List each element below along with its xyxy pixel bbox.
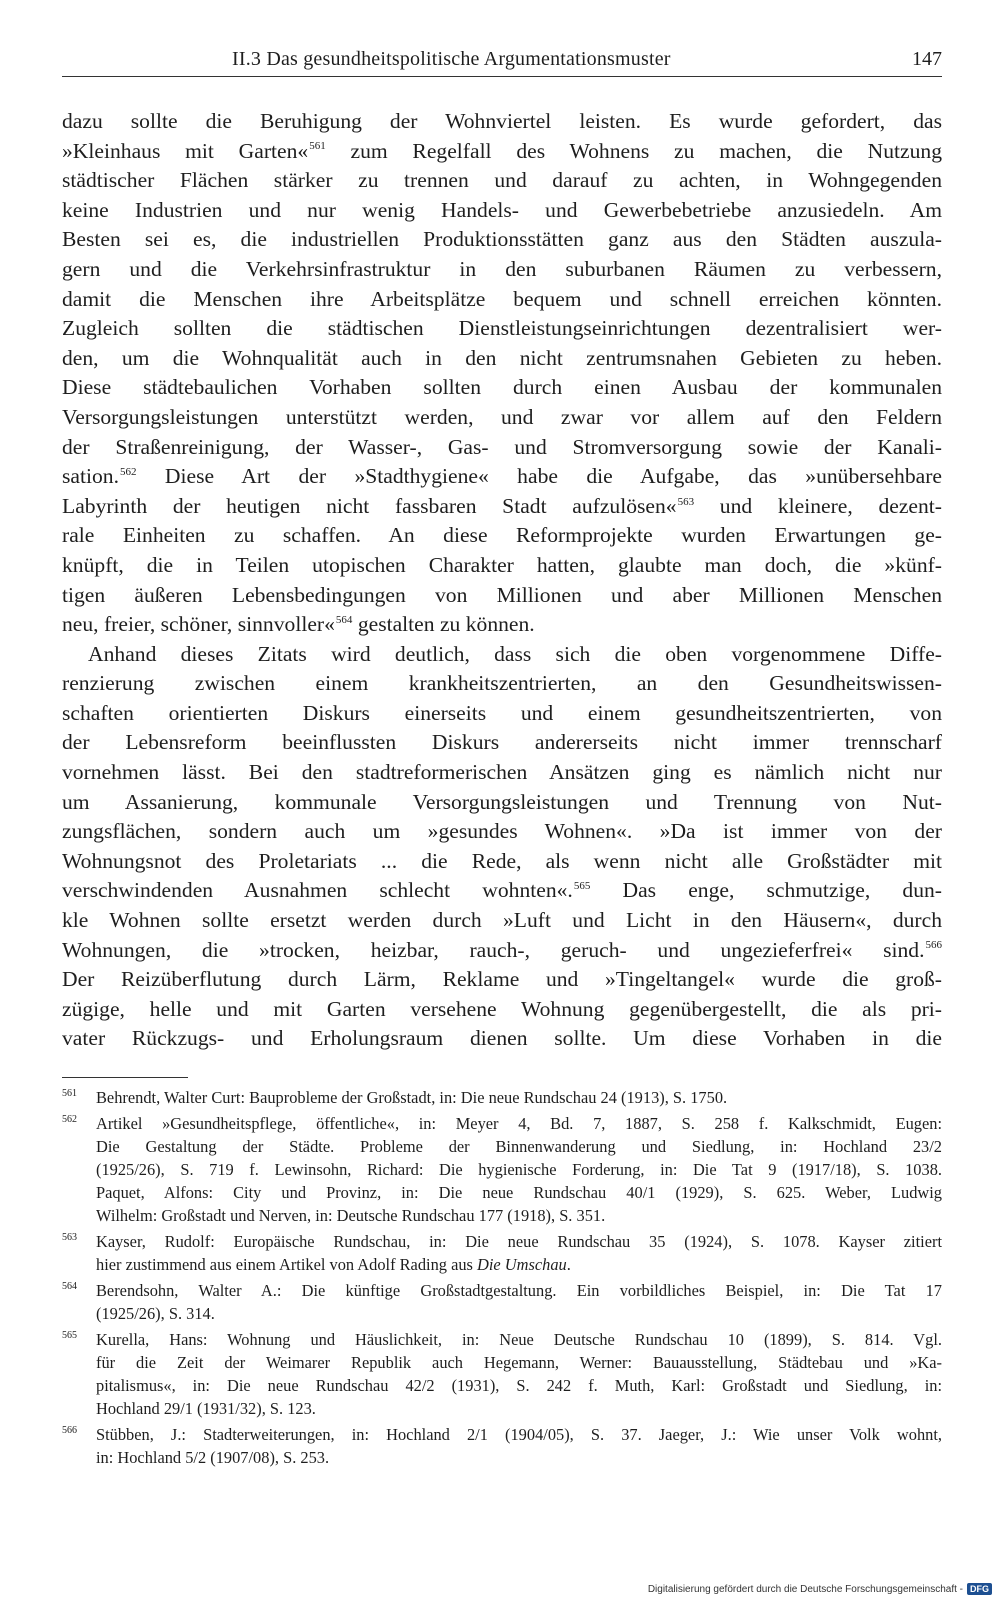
body-line: den, um die Wohnqualität auch in den nicht zentrumsnahen Gebieten zu heben. bbox=[62, 345, 942, 370]
footnote-number: 565 bbox=[62, 1330, 77, 1341]
footnote-separator bbox=[62, 1077, 188, 1078]
body-line: zügige, helle und mit Garten versehene Wohnung gegenübergestellt, die als pri- bbox=[62, 996, 942, 1021]
footnote-line: (1925/26), S. 719 f. Lewinsohn, Richard: Die hygienische Forderung, in: Die Tat 9 (1917/18), S. 1038. bbox=[96, 1160, 942, 1179]
dfg-logo: DFG bbox=[967, 1583, 992, 1595]
body-line: damit die Menschen ihre Arbeitsplätze bequem und schnell erreichen könnten. bbox=[62, 286, 942, 311]
body-line: Zugleich sollten die städtischen Dienstleistungseinrichtungen dezentralisiert wer- bbox=[62, 316, 942, 341]
body-line: sation.$^{562}$ Diese Art der »Stadthygiene« habe die Aufgabe, das »unübersehbare bbox=[62, 464, 942, 489]
footnote-line: Berendsohn, Walter A.: Die künftige Großstadtgestaltung. Ein vorbildliches Beispiel, in: Die Tat 17 bbox=[96, 1281, 942, 1300]
footnote-number: 561 bbox=[62, 1088, 77, 1099]
body-line: schaften orientierten Diskurs einerseits und einem gesundheitszentrierten, von bbox=[62, 700, 942, 725]
footnote-line: Kayser, Rudolf: Europäische Rundschau, in: Die neue Rundschau 35 (1924), S. 1078. Kayser zitiert bbox=[96, 1232, 942, 1251]
body-line: Diese städtebaulichen Vorhaben sollten durch einen Ausbau der kommunalen bbox=[62, 375, 942, 400]
footnote-line: Die Gestaltung der Städte. Probleme der Binnenwanderung und Siedlung, in: Hochland 23/2 bbox=[96, 1137, 942, 1156]
body-text bbox=[62, 107, 942, 1054]
body-line: neu, freier, schöner, sinnvoller«$^{564}$ gestalten zu können. bbox=[62, 612, 535, 637]
body-line: gern und die Verkehrsinfrastruktur in den suburbanen Räumen zu verbessern, bbox=[62, 256, 942, 281]
body-line: Wohnungen, die »trocken, heizbar, rauch-, geruch- und ungezieferfrei« sind.$^{566}$ bbox=[62, 937, 942, 962]
digitization-credit bbox=[648, 1583, 992, 1595]
body-line: zungsflächen, sondern auch um »gesundes Wohnen«. »Da ist immer von der bbox=[62, 819, 942, 844]
footnote-line: Hochland 29/1 (1931/32), S. 123. bbox=[96, 1399, 316, 1418]
footnote-number: 563 bbox=[62, 1232, 77, 1243]
body-line: renzierung zwischen einem krankheitszentrierten, an den Gesundheitswissen- bbox=[62, 671, 942, 696]
body-line: verschwindenden Ausnahmen schlecht wohnten«.$^{565}$ Das enge, schmutzige, dun- bbox=[62, 878, 942, 903]
footnotes bbox=[62, 1086, 942, 1472]
journal-title: Die Umschau bbox=[477, 1255, 567, 1274]
body-line: kle Wohnen sollte ersetzt werden durch »Luft und Licht in den Häusern«, durch bbox=[62, 908, 942, 933]
footnote-line: in: Hochland 5/2 (1907/08), S. 253. bbox=[96, 1448, 330, 1467]
body-line: rale Einheiten zu schaffen. An diese Reformprojekte wurden Erwartungen ge- bbox=[62, 523, 942, 548]
footnote bbox=[62, 1112, 942, 1227]
body-line: »Kleinhaus mit Garten«$^{561}$ zum Regelfall des Wohnens zu machen, die Nutzung bbox=[62, 138, 942, 163]
footnote-ref: 565 bbox=[573, 880, 591, 893]
body-line: der Straßenreinigung, der Wasser-, Gas- und Stromversorgung sowie der Kanali- bbox=[62, 434, 942, 459]
footnote bbox=[62, 1086, 942, 1109]
body-line: vater Rückzugs- und Erholungsraum dienen sollte. Um diese Vorhaben in die bbox=[62, 1026, 942, 1051]
body-line: der Lebensreform beeinflussten Diskurs andererseits nicht immer trennscharf bbox=[62, 730, 942, 755]
footnote-number: 566 bbox=[62, 1425, 77, 1436]
body-line: um Assanierung, kommunale Versorgungsleistungen und Trennung von Nut- bbox=[62, 789, 942, 814]
body-line: vornehmen lässt. Bei den stadtreformerischen Ansätzen ging es nämlich nicht nur bbox=[62, 760, 942, 785]
footnote-number: 562 bbox=[62, 1114, 77, 1125]
footnote-line: (1925/26), S. 314. bbox=[96, 1304, 215, 1323]
body-line: Wohnungsnot des Proletariats ... die Rede, als wenn nicht alle Großstädter mit bbox=[62, 848, 942, 873]
footnote bbox=[62, 1279, 942, 1325]
body-line: Labyrinth der heutigen nicht fassbaren Stadt aufzulösen«$^{563}$ und kleinere, dezent- bbox=[62, 493, 942, 518]
body-line: Anhand dieses Zitats wird deutlich, dass sich die oben vorgenommene Diffe- bbox=[88, 641, 942, 666]
footnote-line: Paquet, Alfons: City und Provinz, in: Die neue Rundschau 40/1 (1929), S. 625. Weber, Ludwig bbox=[96, 1183, 942, 1202]
body-line: knüpft, die in Teilen utopischen Charakter hatten, glaubte man doch, die »künf- bbox=[62, 552, 942, 577]
footnote bbox=[62, 1230, 942, 1276]
footnote-line: Wilhelm: Großstadt und Nerven, in: Deutsche Rundschau 177 (1918), S. 351. bbox=[96, 1206, 606, 1225]
body-line: Versorgungsleistungen unterstützt werden, und zwar vor allem auf den Feldern bbox=[62, 404, 942, 429]
footnote-line: Artikel »Gesundheitspflege, öffentliche«, in: Meyer 4, Bd. 7, 1887, S. 258 f. Kalkschmidt, Eugen: bbox=[96, 1114, 942, 1133]
footnote-ref: 563 bbox=[677, 495, 695, 508]
footnote-line: hier zustimmend aus einem Artikel von Adolf Rading aus Die Umschau. bbox=[96, 1255, 571, 1274]
running-title: II.3 Das gesundheitspolitische Argumentationsmuster bbox=[232, 48, 671, 70]
page-number: 147 bbox=[912, 48, 942, 70]
body-line: Der Reizüberflutung durch Lärm, Reklame und »Tingeltangel« wurde die groß- bbox=[62, 967, 942, 992]
footnote-ref: 564 bbox=[335, 613, 353, 626]
footnote-ref: 562 bbox=[119, 465, 137, 478]
footnote-line: Kurella, Hans: Wohnung und Häuslichkeit, in: Neue Deutsche Rundschau 10 (1899), S. 814. Vgl. bbox=[96, 1330, 942, 1349]
body-line: dazu sollte die Beruhigung der Wohnviertel leisten. Es wurde gefordert, das bbox=[62, 109, 942, 133]
footnote-line: Stübben, J.: Stadterweiterungen, in: Hochland 2/1 (1904/05), S. 37. Jaeger, J.: Wie unser Volk wohnt, bbox=[96, 1425, 942, 1444]
footnote-number: 564 bbox=[62, 1281, 77, 1292]
footnote-line: pitalismus«, in: Die neue Rundschau 42/2 (1931), S. 242 f. Muth, Karl: Großstadt und Siedlung, in: bbox=[96, 1376, 942, 1395]
body-line: tigen äußeren Lebensbedingungen von Millionen und aber Millionen Menschen bbox=[62, 582, 942, 607]
footnote bbox=[62, 1328, 942, 1420]
footnote-line: Behrendt, Walter Curt: Bauprobleme der Großstadt, in: Die neue Rundschau 24 (1913), S. 1750. bbox=[96, 1088, 728, 1107]
running-header bbox=[62, 46, 942, 77]
body-line: keine Industrien und nur wenig Handels- und Gewerbebetriebe anzusiedeln. Am bbox=[62, 197, 942, 222]
footnote-ref: 566 bbox=[925, 939, 942, 952]
footnote bbox=[62, 1423, 942, 1469]
footnote-ref: 561 bbox=[309, 140, 326, 153]
credit-text: Digitalisierung gefördert durch die Deutsche Forschungsgemeinschaft - bbox=[647, 1583, 963, 1595]
body-line: Besten sei es, die industriellen Produktionsstätten ganz aus den Städten auszula- bbox=[62, 227, 942, 252]
footnote-line: für die Zeit der Weimarer Republik auch Hegemann, Werner: Bauausstellung, Städtebau und »Ka- bbox=[96, 1353, 942, 1372]
body-line: städtischer Flächen stärker zu trennen und darauf zu achten, in Wohngegenden bbox=[62, 168, 942, 193]
